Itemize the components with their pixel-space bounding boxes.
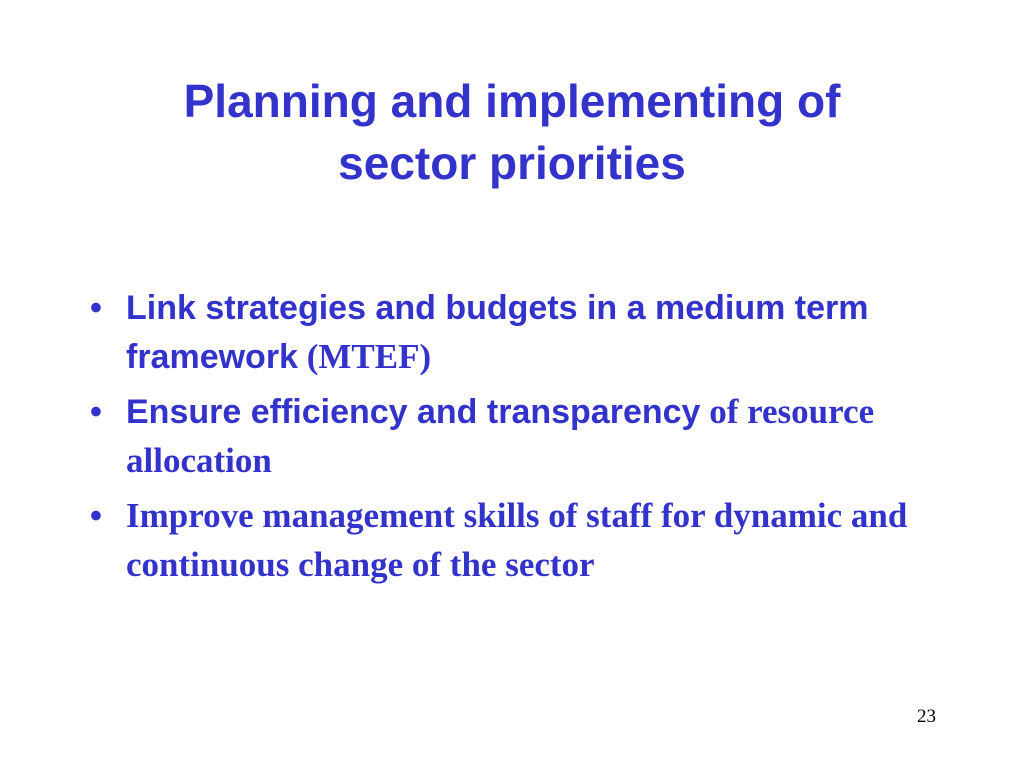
bullet-item-management-skills-text: Improve management skills of staff for dynamic and continuous change of the sector bbox=[126, 496, 908, 584]
bullet-item-mtef bbox=[90, 284, 920, 382]
bullet-list bbox=[90, 284, 920, 596]
bullet-icon: • bbox=[90, 497, 102, 535]
bullet-item-efficiency-continuation: of resource allocation bbox=[126, 392, 875, 480]
bullet-icon: • bbox=[90, 393, 102, 431]
slide-title-line-1: Planning and implementing of bbox=[183, 75, 841, 127]
bullet-item-mtef-text: Link strategies and budgets in a medium term framework bbox=[126, 289, 869, 376]
bullet-item-management-skills bbox=[90, 492, 920, 590]
bullet-item-mtef-abbrev: (MTEF) bbox=[297, 337, 432, 376]
slide-title bbox=[60, 70, 964, 194]
page-number: 23 bbox=[917, 706, 936, 727]
bullet-item-efficiency bbox=[90, 388, 920, 486]
bullet-icon: • bbox=[90, 289, 102, 327]
slide-title-line-2: sector priorities bbox=[338, 137, 686, 189]
bullet-item-efficiency-text: Ensure efficiency and transparency bbox=[126, 393, 701, 431]
